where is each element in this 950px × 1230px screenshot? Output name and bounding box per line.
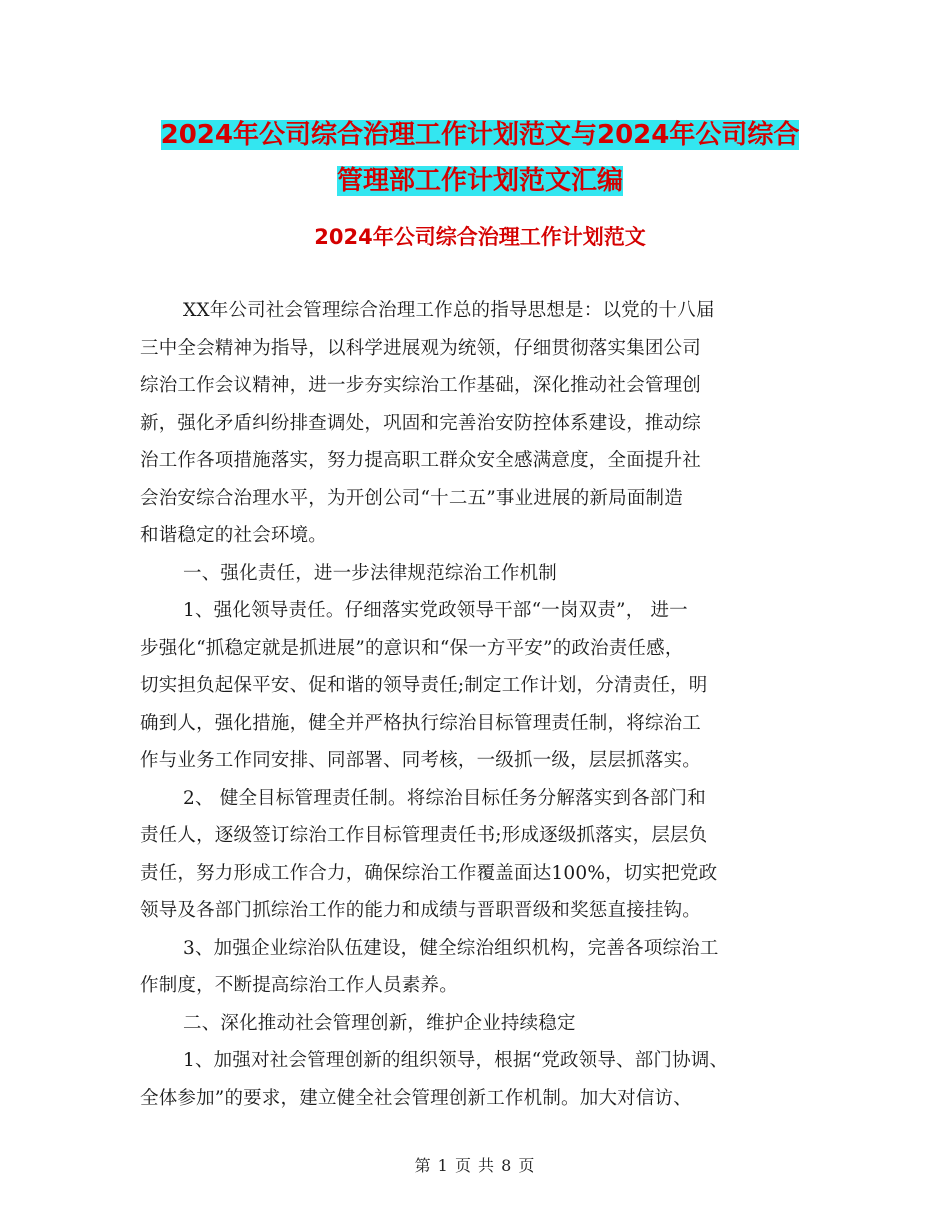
body-line: 1、加强对社会管理创新的组织领导，根据“党政领导、部门协调、 — [183, 1050, 729, 1071]
body-line: 1、强化领导责任。仔细落实党政领导干部“一岗双责”， 进一 — [183, 600, 688, 621]
body-line: 新，强化矛盾纠纷排查调处，巩固和完善治安防控体系建设，推动综 — [140, 412, 702, 434]
body-line: 治工作各项措施落实，努力提高职工群众安全感满意度，全面提升社 — [140, 450, 702, 471]
document-title-line-2: 管理部工作计划范文汇编 — [336, 166, 623, 196]
section-title: 2024年公司综合治理工作计划范文 — [314, 225, 646, 249]
body-line: 领导及各部门抓综治工作的能力和成绩与晋职晋级和奖惩直接挂钩。 — [140, 900, 702, 921]
document-title — [140, 112, 820, 204]
body-line: 步强化“抓稳定就是抓进展”的意识和“保一方平安”的政治责任感， — [140, 637, 684, 659]
page-footer: 第 1 页 共 8 页 — [414, 1156, 536, 1175]
heading-line: 一、强化责任，进一步法律规范综治工作机制 — [183, 562, 558, 584]
body-line: 确到人，强化措施，健全并严格执行综治目标管理责任制，将综治工 — [140, 712, 702, 734]
document-body — [140, 292, 820, 1117]
body-line: 全体参加”的要求，建立健全社会管理创新工作机制。加大对信访、 — [140, 1087, 692, 1109]
body-line: 责任，努力形成工作合力，确保综治工作覆盖面达100%，切实把党政 — [140, 862, 718, 884]
document-title-line-1: 2024年公司综合治理工作计划范文与2024年公司综合 — [160, 120, 800, 150]
body-line: 综治工作会议精神，进一步夯实综治工作基础，深化推动社会管理创 — [140, 375, 702, 396]
body-line: 切实担负起保平安、促和谐的领导责任;制定工作计划，分清责任，明 — [140, 675, 708, 696]
body-line: 责任人，逐级签订综治工作目标管理责任书;形成逐级抓落实，层层负 — [140, 825, 708, 846]
body-line: 2、 健全目标管理责任制。将综治目标任务分解落实到各部门和 — [183, 787, 706, 809]
body-line: 和谐稳定的社会环境。 — [140, 525, 328, 546]
body-line: 作制度，不断提高综治工作人员素养。 — [140, 975, 458, 996]
heading-line: 二、深化推动社会管理创新，维护企业持续稳定 — [183, 1012, 576, 1034]
body-line: 3、加强企业综治队伍建设，健全综治组织机构，完善各项综治工 — [183, 937, 719, 959]
body-line: 作与业务工作同安排、同部署、同考核，一级抓一级，层层抓落实。 — [140, 750, 702, 771]
body-line: 三中全会精神为指导，以科学进展观为统领，仔细贯彻落实集团公司 — [140, 337, 702, 359]
body-line: XX年公司社会管理综合治理工作总的指导思想是：以党的十八届 — [183, 300, 715, 321]
body-line: 会治安综合治理水平，为开创公司“十二五”事业进展的新局面制造 — [140, 487, 683, 509]
